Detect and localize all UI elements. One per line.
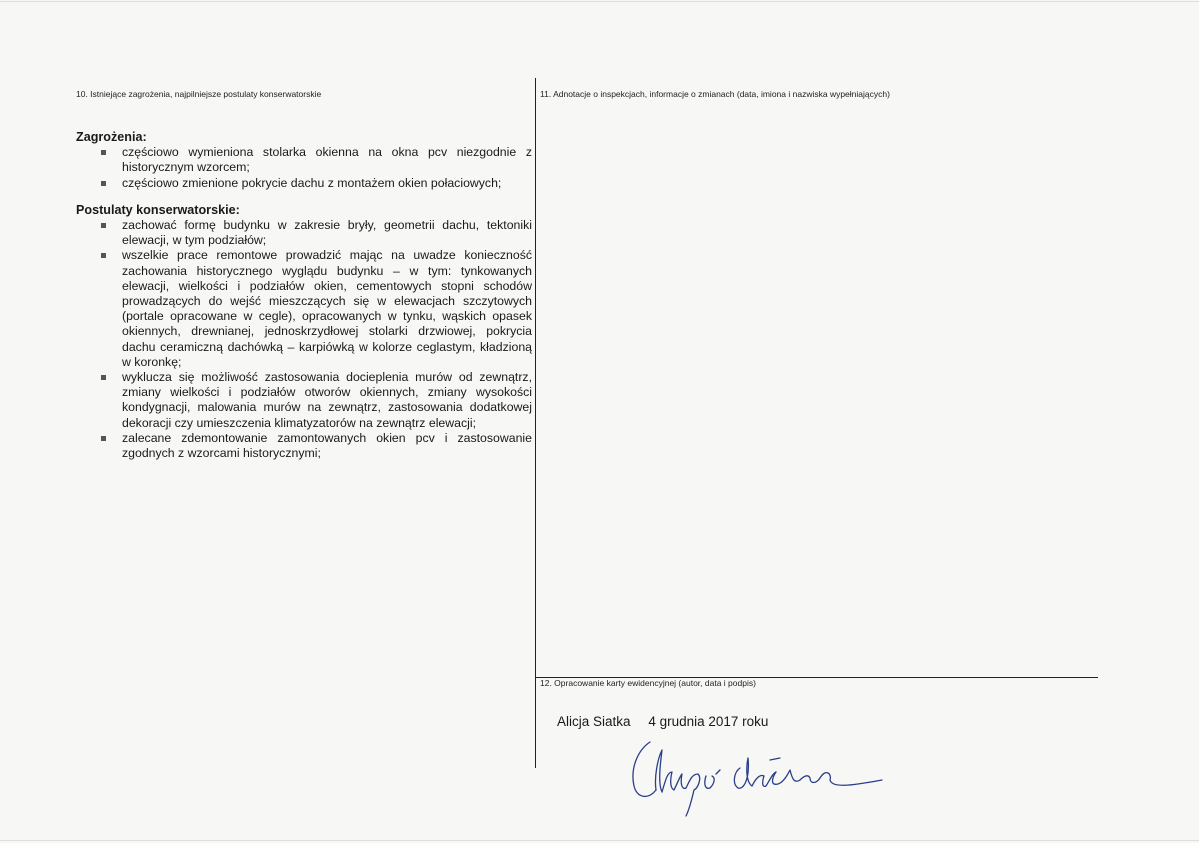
- author-name: Alicja Siatka: [557, 714, 631, 729]
- list-item: częściowo zmienione pokrycie dachu z montażem okien połaciowych;: [76, 176, 532, 191]
- bullet-icon: [101, 150, 106, 155]
- bullet-icon: [101, 436, 106, 441]
- postulates-list: [76, 218, 532, 461]
- handwritten-signature: [620, 728, 910, 823]
- author-date: 4 grudnia 2017 roku: [648, 714, 769, 729]
- threats-list: [76, 145, 532, 191]
- postulates-title: Postulaty konserwatorskie:: [76, 202, 240, 217]
- list-item: częściowo wymieniona stolarka okienna na okna pcv niezgodnie z historycznym wzorcem;: [76, 145, 532, 175]
- section-10-heading: 10. Istniejące zagrożenia, najpilniejsze postulaty konserwatorskie: [76, 89, 322, 99]
- bullet-icon: [101, 253, 106, 258]
- list-item: wszelkie prace remontowe prowadzić mając na uwadze konieczność zachowania historycznego wyglądu budynku – w tym: tynkowanych elewacji, wielkości i podziałów okien, cementowych stopni schodów prowadzących do wejść mieszczących się w elewacjach szczytowych (portale opracowane w cegle), opracowanych w tynku, wąskich opasek okiennych, drewnianej, jednoskrzydłowej stolarki drzwiowej, pokrycia dachu ceramiczną dachówką – karpiówką w kolorze ceglastym, kładzioną w koronkę;: [76, 248, 532, 370]
- section-10-body: [76, 130, 532, 473]
- list-item: zalecane zdemontowanie zamontowanych okien pcv i zastosowanie zgodnych z wzorcami historycznymi;: [76, 431, 532, 461]
- scan-edge-bottom: [0, 840, 1199, 841]
- bullet-icon: [101, 375, 106, 380]
- threats-title: Zagrożenia:: [76, 130, 147, 144]
- section-12-heading: 12. Opracowanie karty ewidencyjnej (autor, data i podpis): [540, 678, 756, 688]
- list-item: zachować formę budynku w zakresie bryły, geometrii dachu, tektoniki elewacji, w tym podziałów;: [76, 218, 532, 248]
- list-item: wyklucza się możliwość zastosowania docieplenia murów od zewnątrz, zmiany wielkości i podziałów otworów okiennych, zmiany wysokości kondygnacji, malowania murów na zewnątrz, zastosowania dodatkowej dekoracji czy umieszczenia klimatyzatorów na zewnątrz elewacji;: [76, 370, 532, 431]
- bullet-icon: [101, 181, 106, 186]
- bullet-icon: [101, 223, 106, 228]
- column-divider: [535, 78, 536, 768]
- postulates-group: [76, 203, 532, 461]
- scan-edge-top: [0, 1, 1199, 2]
- section-11-heading: 11. Adnotacje o inspekcjach, informacje o zmianach (data, imiona i nazwiska wypełniających): [540, 89, 890, 99]
- threats-group: [76, 130, 532, 191]
- author-line: [557, 714, 782, 729]
